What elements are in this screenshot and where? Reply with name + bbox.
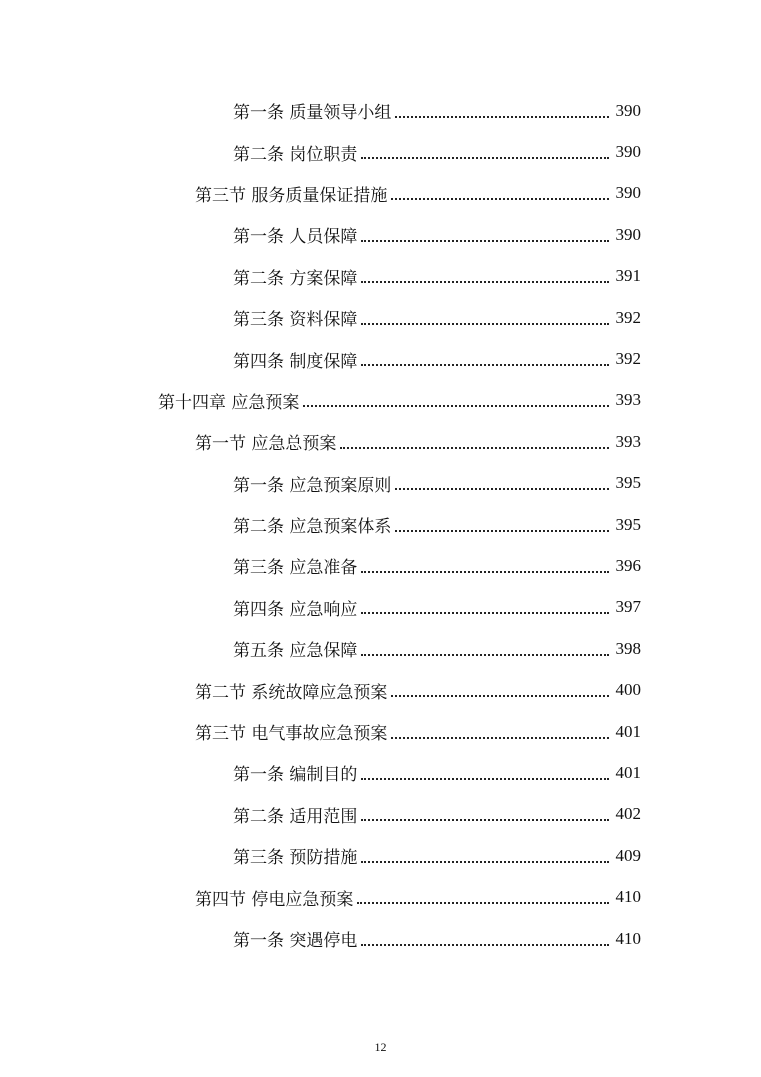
- toc-entry-title: 第二条 方案保障: [233, 268, 358, 289]
- toc-entry-title: 第十四章 应急预案: [158, 392, 300, 413]
- toc-dot-leader: [361, 323, 609, 325]
- toc-entry-page: 393: [615, 431, 641, 451]
- toc-entry-title: 第二条 岗位职责: [233, 144, 358, 165]
- toc-entry-title: 第三节 服务质量保证措施: [195, 185, 388, 206]
- toc-entry-page: 397: [615, 597, 641, 617]
- toc-entry-title: 第二条 应急预案体系: [233, 517, 392, 538]
- toc-entry[interactable]: [0, 752, 641, 793]
- toc-entry-page: 401: [615, 762, 641, 782]
- toc-entry-title: 第一条 突遇停电: [233, 931, 358, 951]
- toc-dot-leader: [391, 695, 609, 697]
- toc-entry[interactable]: [0, 876, 641, 917]
- toc-entry-title: 第三条 应急准备: [233, 558, 358, 579]
- toc-entry[interactable]: [0, 214, 641, 255]
- toc-entry-page: 409: [615, 845, 641, 865]
- toc-list: [0, 90, 641, 959]
- toc-entry-page: 390: [615, 224, 641, 244]
- toc-dot-leader: [391, 737, 609, 739]
- toc-entry[interactable]: [0, 711, 641, 752]
- toc-entry-page: 410: [615, 928, 641, 948]
- toc-entry[interactable]: [0, 463, 641, 504]
- toc-entry-title: 第二节 系统故障应急预案: [195, 682, 388, 703]
- toc-entry-title: 第四条 制度保障: [233, 351, 358, 372]
- toc-dot-leader: [361, 157, 609, 159]
- toc-entry-page: 402: [615, 804, 641, 824]
- table-of-contents: [0, 90, 761, 959]
- toc-entry-title: 第三条 资料保障: [233, 310, 358, 331]
- toc-entry-page: 392: [615, 307, 641, 327]
- toc-entry-title: 第三条 预防措施: [233, 848, 358, 869]
- toc-entry-page: 390: [615, 142, 641, 162]
- toc-entry-page: 401: [615, 721, 641, 741]
- toc-entry[interactable]: [0, 256, 641, 297]
- toc-dot-leader: [361, 819, 609, 821]
- toc-entry-title: 第一条 质量领导小组: [233, 103, 392, 124]
- toc-entry[interactable]: [0, 173, 641, 214]
- toc-entry-title: 第四节 停电应急预案: [195, 889, 354, 910]
- toc-dot-leader: [361, 778, 609, 780]
- toc-dot-leader: [361, 364, 609, 366]
- toc-entry-page: 396: [615, 555, 641, 575]
- toc-dot-leader: [361, 654, 609, 656]
- toc-entry[interactable]: [0, 90, 641, 131]
- toc-entry-page: 390: [615, 100, 641, 120]
- toc-entry-page: 391: [615, 266, 641, 286]
- toc-dot-leader: [303, 405, 609, 407]
- toc-entry[interactable]: [0, 338, 641, 379]
- toc-entry[interactable]: [0, 421, 641, 462]
- toc-entry[interactable]: [0, 297, 641, 338]
- toc-entry-title: 第四条 应急响应: [233, 599, 358, 620]
- toc-entry-title: 第五条 应急保障: [233, 641, 358, 662]
- toc-entry[interactable]: [0, 545, 641, 586]
- toc-dot-leader: [395, 530, 609, 532]
- toc-entry-page: 410: [615, 887, 641, 907]
- toc-entry-title: 第一条 编制目的: [233, 765, 358, 786]
- toc-entry-page: 393: [615, 390, 641, 410]
- toc-dot-leader: [361, 861, 609, 863]
- toc-dot-leader: [395, 116, 609, 118]
- toc-entry[interactable]: [0, 380, 641, 421]
- toc-entry[interactable]: [0, 669, 641, 710]
- toc-entry[interactable]: [0, 587, 641, 628]
- toc-dot-leader: [361, 571, 609, 573]
- toc-dot-leader: [361, 240, 609, 242]
- toc-entry-title: 第三节 电气事故应急预案: [195, 724, 388, 745]
- toc-entry-page: 398: [615, 638, 641, 658]
- toc-entry-page: 400: [615, 680, 641, 700]
- toc-entry[interactable]: [0, 131, 641, 172]
- toc-entry[interactable]: [0, 504, 641, 545]
- toc-dot-leader: [361, 281, 609, 283]
- toc-entry-title: 第一节 应急总预案: [195, 434, 337, 455]
- toc-entry-page: 390: [615, 183, 641, 203]
- toc-dot-leader: [357, 902, 609, 904]
- toc-entry[interactable]: [0, 918, 641, 959]
- toc-entry-page: 392: [615, 349, 641, 369]
- toc-dot-leader: [340, 447, 609, 449]
- page-number: 12: [374, 1040, 387, 1054]
- toc-entry-title: 第一条 应急预案原则: [233, 475, 392, 496]
- toc-entry-page: 395: [615, 473, 641, 493]
- toc-dot-leader: [391, 198, 609, 200]
- toc-dot-leader: [361, 612, 609, 614]
- toc-entry-title: 第一条 人员保障: [233, 227, 358, 248]
- toc-entry[interactable]: [0, 794, 641, 835]
- toc-entry[interactable]: [0, 628, 641, 669]
- toc-entry-page: 395: [615, 514, 641, 534]
- toc-entry-title: 第二条 适用范围: [233, 806, 358, 827]
- toc-dot-leader: [395, 488, 609, 490]
- toc-dot-leader: [361, 944, 609, 946]
- toc-entry[interactable]: [0, 835, 641, 876]
